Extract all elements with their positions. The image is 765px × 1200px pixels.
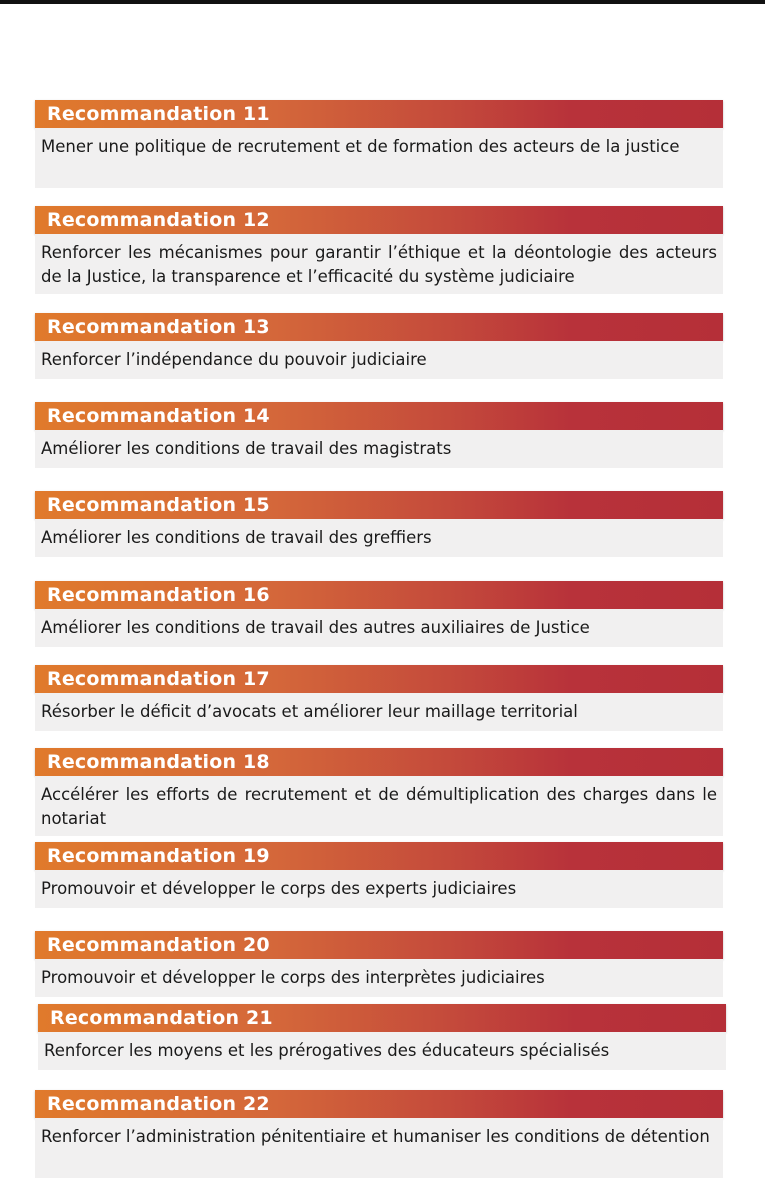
recommendation-header [35,491,723,519]
recommendation-title: Recommandation 15 [47,494,270,516]
recommendation-text: Améliorer les conditions de travail des magistrats [41,439,452,458]
recommendation-title: Recommandation 14 [47,405,270,427]
recommendation-14 [35,402,723,468]
recommendation-title: Recommandation 11 [47,103,270,125]
recommendation-12 [35,206,723,294]
recommendation-text: Renforcer les moyens et les prérogatives des éducateurs spécialisés [44,1041,610,1060]
recommendation-20 [35,931,723,997]
recommendation-text: Résorber le déficit d’avocats et améliorer leur maillage territorial [41,702,578,721]
recommendation-title: Recommandation 20 [47,934,270,956]
recommendation-title: Recommandation 17 [47,668,270,690]
recommendation-text: Accélérer les efforts de recrutement et de démultiplication des charges dans le notariat [41,785,717,828]
top-rule [0,0,765,4]
recommendation-21 [38,1004,726,1070]
recommendation-16 [35,581,723,647]
recommendation-header [35,842,723,870]
recommendation-header [38,1004,726,1032]
recommendation-header [35,1090,723,1118]
recommendation-19 [35,842,723,908]
recommendation-body [35,341,723,379]
recommendation-header [35,931,723,959]
recommendation-text: Mener une politique de recrutement et de formation des acteurs de la justice [41,137,680,156]
recommendation-header [35,665,723,693]
recommendation-header [35,748,723,776]
recommendation-header [35,581,723,609]
recommendation-title: Recommandation 21 [50,1007,273,1029]
recommendation-body [35,609,723,647]
recommendation-body [35,519,723,557]
recommendation-header [35,402,723,430]
recommendation-title: Recommandation 12 [47,209,270,231]
recommendation-text: Promouvoir et développer le corps des experts judiciaires [41,879,517,898]
recommendation-body [35,1118,723,1178]
recommendation-18 [35,748,723,836]
recommendation-text: Renforcer l’administration pénitentiaire et humaniser les conditions de détention [41,1127,710,1146]
recommendation-body [35,693,723,731]
recommendation-body [35,234,723,294]
recommendation-body [35,430,723,468]
recommendation-header [35,313,723,341]
recommendation-title: Recommandation 18 [47,751,270,773]
recommendation-text: Améliorer les conditions de travail des greffiers [41,528,432,547]
recommendation-title: Recommandation 19 [47,845,270,867]
recommendation-title: Recommandation 16 [47,584,270,606]
recommendation-body [35,959,723,997]
recommendation-body [35,776,723,836]
recommendation-text: Renforcer les mécanismes pour garantir l’éthique et la déontologie des acteurs de la Justice, la transparence et l’efficacité du système judiciaire [41,243,717,286]
recommendation-header [35,206,723,234]
recommendation-title: Recommandation 13 [47,316,270,338]
recommendation-title: Recommandation 22 [47,1093,270,1115]
recommendation-15 [35,491,723,557]
recommendation-17 [35,665,723,731]
recommendation-text: Améliorer les conditions de travail des autres auxiliaires de Justice [41,618,590,637]
recommendation-22 [35,1090,723,1178]
recommendation-body [35,870,723,908]
recommendation-body [38,1032,726,1070]
recommendation-13 [35,313,723,379]
recommendation-11 [35,100,723,188]
recommendation-body [35,128,723,188]
recommendation-text: Renforcer l’indépendance du pouvoir judiciaire [41,350,427,369]
recommendation-header [35,100,723,128]
recommendation-text: Promouvoir et développer le corps des interprètes judiciaires [41,968,545,987]
